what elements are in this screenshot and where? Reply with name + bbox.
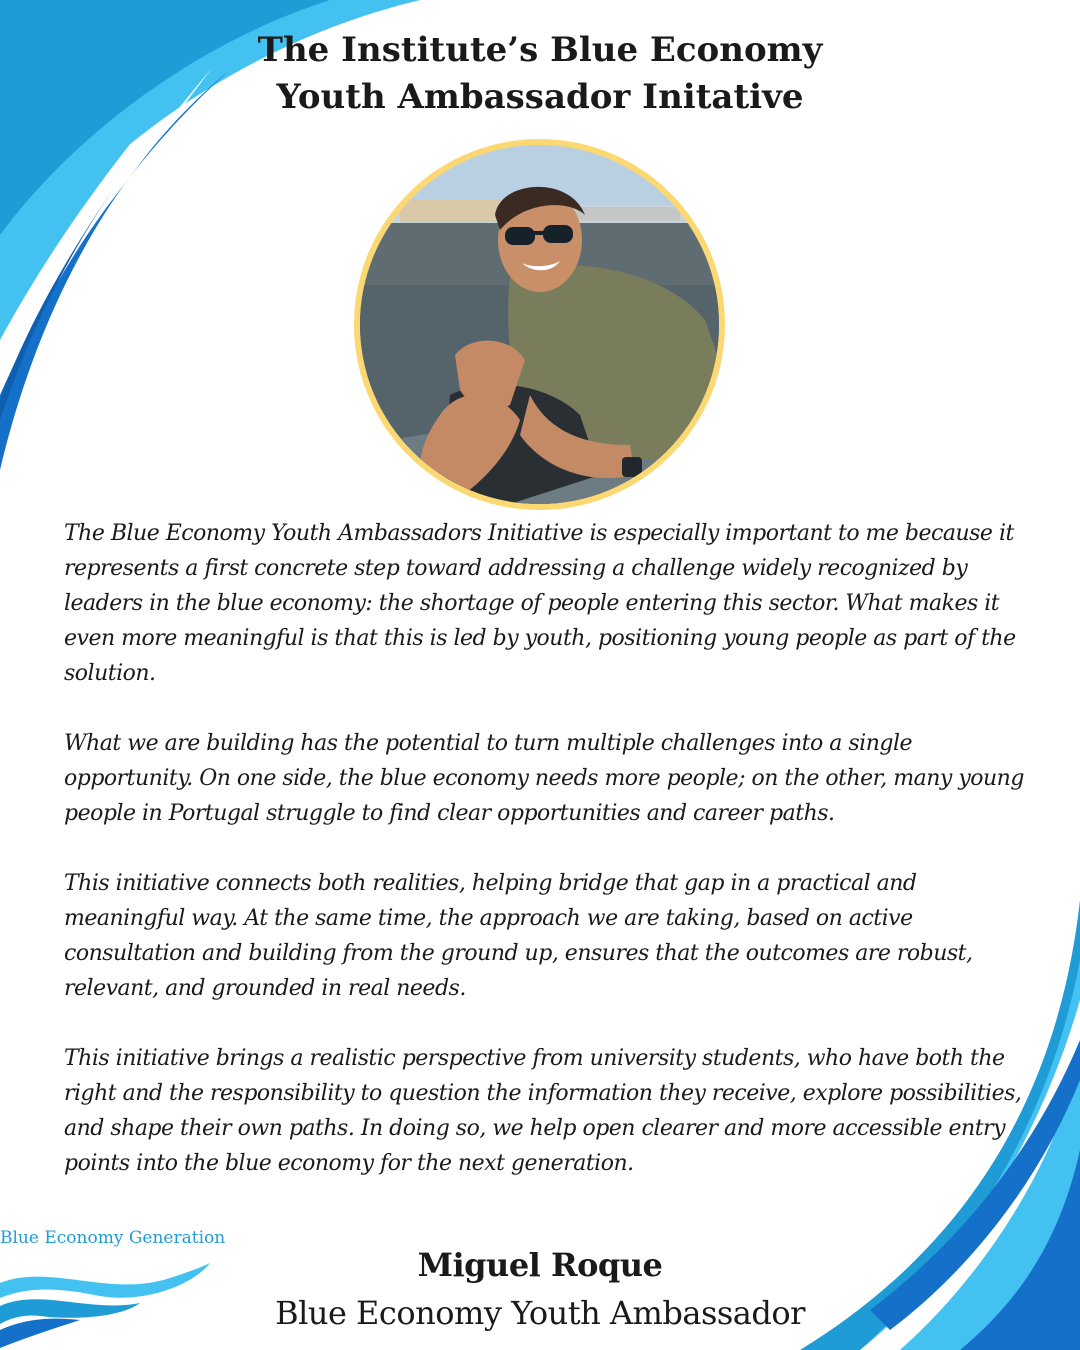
paragraph-2: What we are building has the potential to turn multiple challenges into a single opportunity. On one side, the blue economy needs more people; on the other, many young people in Portugal struggle to find clear opportunities and career paths. xyxy=(64,731,1024,826)
paragraph-3: This initiative connects both realities, helping bridge that gap in a practical and meaningful way. At the same time, the approach we are taking, based on active consultation and building from the ground up, ensures that the outcomes are robust, relevant, and grounded in real needs. xyxy=(64,871,973,1001)
portrait-photo xyxy=(354,139,725,510)
signer-name: Miguel Roque xyxy=(417,1246,663,1284)
signer-role: Blue Economy Youth Ambassador xyxy=(275,1294,805,1332)
paragraph-1: The Blue Economy Youth Ambassadors Initiative is especially important to me because it represents a first concrete step toward addressing a challenge widely recognized by leaders in the blue economy: the shortage of people entering this sector. What makes it even more meaningful is that this is led by youth, positioning young people as part of the solution. xyxy=(64,521,1016,686)
brand-name: Blue Economy Generation xyxy=(0,1228,226,1248)
page-title-line-2: Youth Ambassador Initative xyxy=(276,77,804,117)
paragraph-4: This initiative brings a realistic perspective from university students, who have both the right and the responsibility to question the information they receive, explore possibilities, and shape their own paths. In doing so, we help open clearer and more accessible entry points into the blue economy for the next generation. xyxy=(64,1046,1022,1176)
portrait-illustration xyxy=(360,145,719,504)
testimonial-text xyxy=(64,516,1024,1216)
page-title-line-1: The Institute’s Blue Economy xyxy=(257,30,823,70)
